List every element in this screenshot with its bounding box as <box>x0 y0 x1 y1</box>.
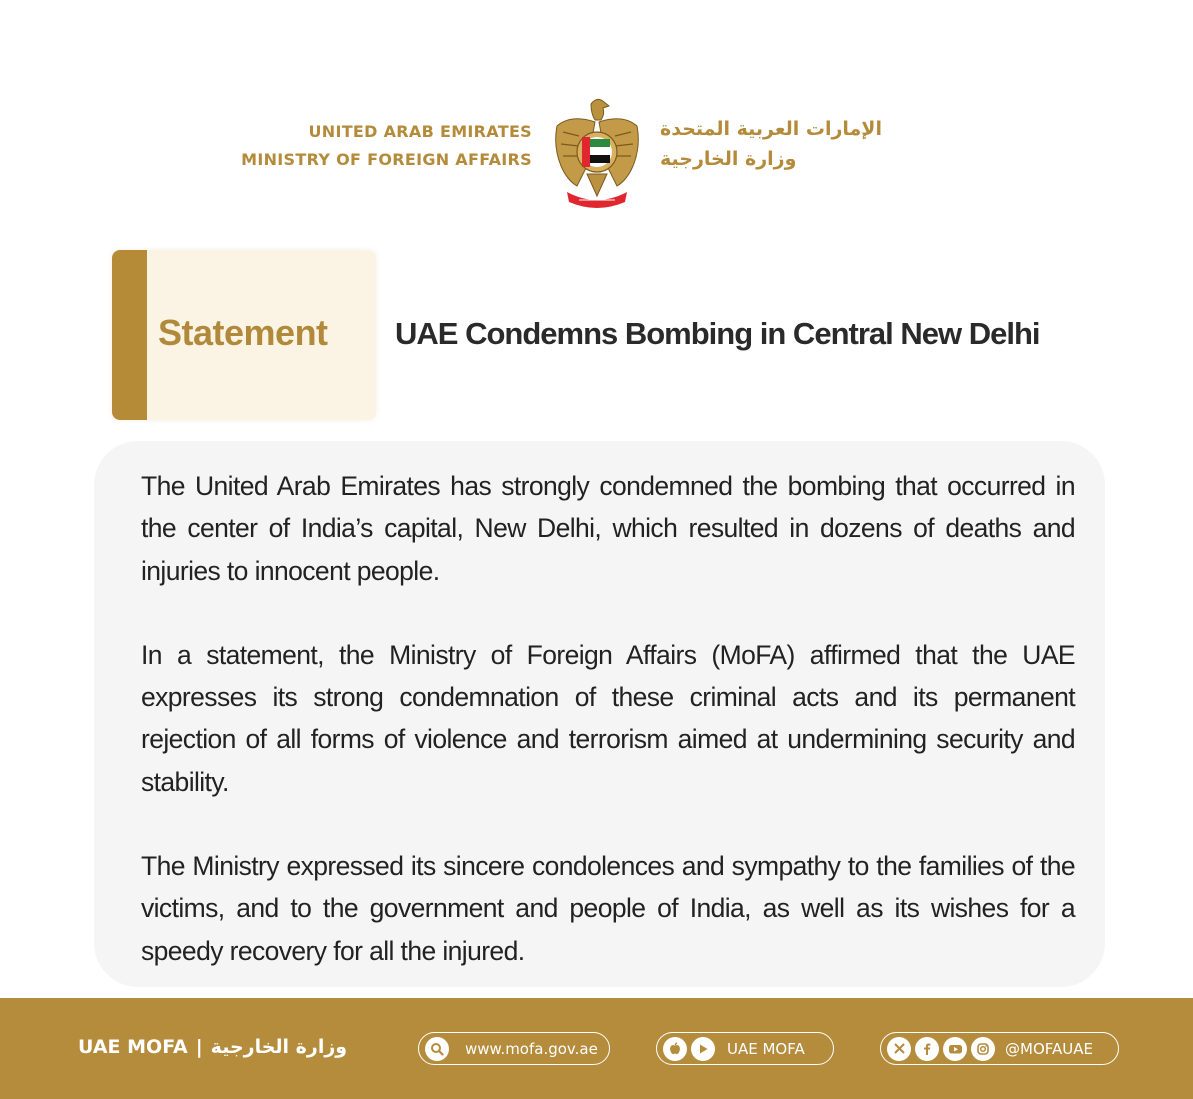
header-arabic <box>660 114 882 174</box>
instagram-icon[interactable] <box>971 1037 995 1061</box>
website-link[interactable] <box>418 1032 610 1065</box>
footer-brand-ar: وزارة الخارجية <box>210 1036 348 1058</box>
footer-bar <box>0 998 1193 1099</box>
page-title: UAE Condemns Bombing in Central New Delhi <box>395 316 1040 351</box>
app-label: UAE MOFA <box>727 1039 805 1058</box>
body-paragraph: The United Arab Emirates has strongly condemned the bombing that occurred in the center of India’s capital, New Delhi, which resulted in dozens of deaths and injuries to innocent people. <box>141 471 1075 586</box>
footer-separator: | <box>195 1036 203 1058</box>
header-en-line1: UNITED ARAB EMIRATES <box>308 122 532 141</box>
social-handle: @MOFAUAE <box>1005 1039 1093 1058</box>
ministry-header <box>0 92 1193 222</box>
website-label: www.mofa.gov.ae <box>465 1039 598 1058</box>
uae-falcon-emblem-icon <box>551 96 643 212</box>
x-twitter-icon[interactable] <box>887 1037 911 1061</box>
app-store-links[interactable] <box>656 1032 834 1065</box>
search-icon <box>425 1037 449 1061</box>
header-english <box>241 118 532 174</box>
statement-body <box>141 465 1075 1014</box>
statement-badge <box>112 250 376 420</box>
body-paragraph: The Ministry expressed its sincere condolences and sympathy to the families of the victims, and to the government and people of India, as well as its wishes for a speedy recovery for all the injured. <box>141 851 1075 966</box>
statement-body-card <box>94 441 1105 987</box>
footer-brand <box>78 1036 347 1058</box>
footer-brand-en: UAE MOFA <box>78 1036 188 1058</box>
play-store-icon[interactable] <box>691 1037 715 1061</box>
header-ar-line2: وزارة الخارجية <box>660 148 797 170</box>
apple-icon[interactable] <box>663 1037 687 1061</box>
statement-label: Statement <box>158 312 328 353</box>
facebook-icon[interactable] <box>915 1037 939 1061</box>
social-links[interactable] <box>880 1032 1119 1065</box>
header-ar-line1: الإمارات العربية المتحدة <box>660 118 882 140</box>
body-paragraph: In a statement, the Ministry of Foreign Affairs (MoFA) affirmed that the UAE expresses its strong condemnation of these criminal acts and its permanent rejection of all forms of violence and terrorism aimed at undermining security and stability. <box>141 639 1075 797</box>
youtube-icon[interactable] <box>943 1037 967 1061</box>
header-en-line2: MINISTRY OF FOREIGN AFFAIRS <box>241 150 532 169</box>
statement-accent-bar <box>112 250 147 420</box>
